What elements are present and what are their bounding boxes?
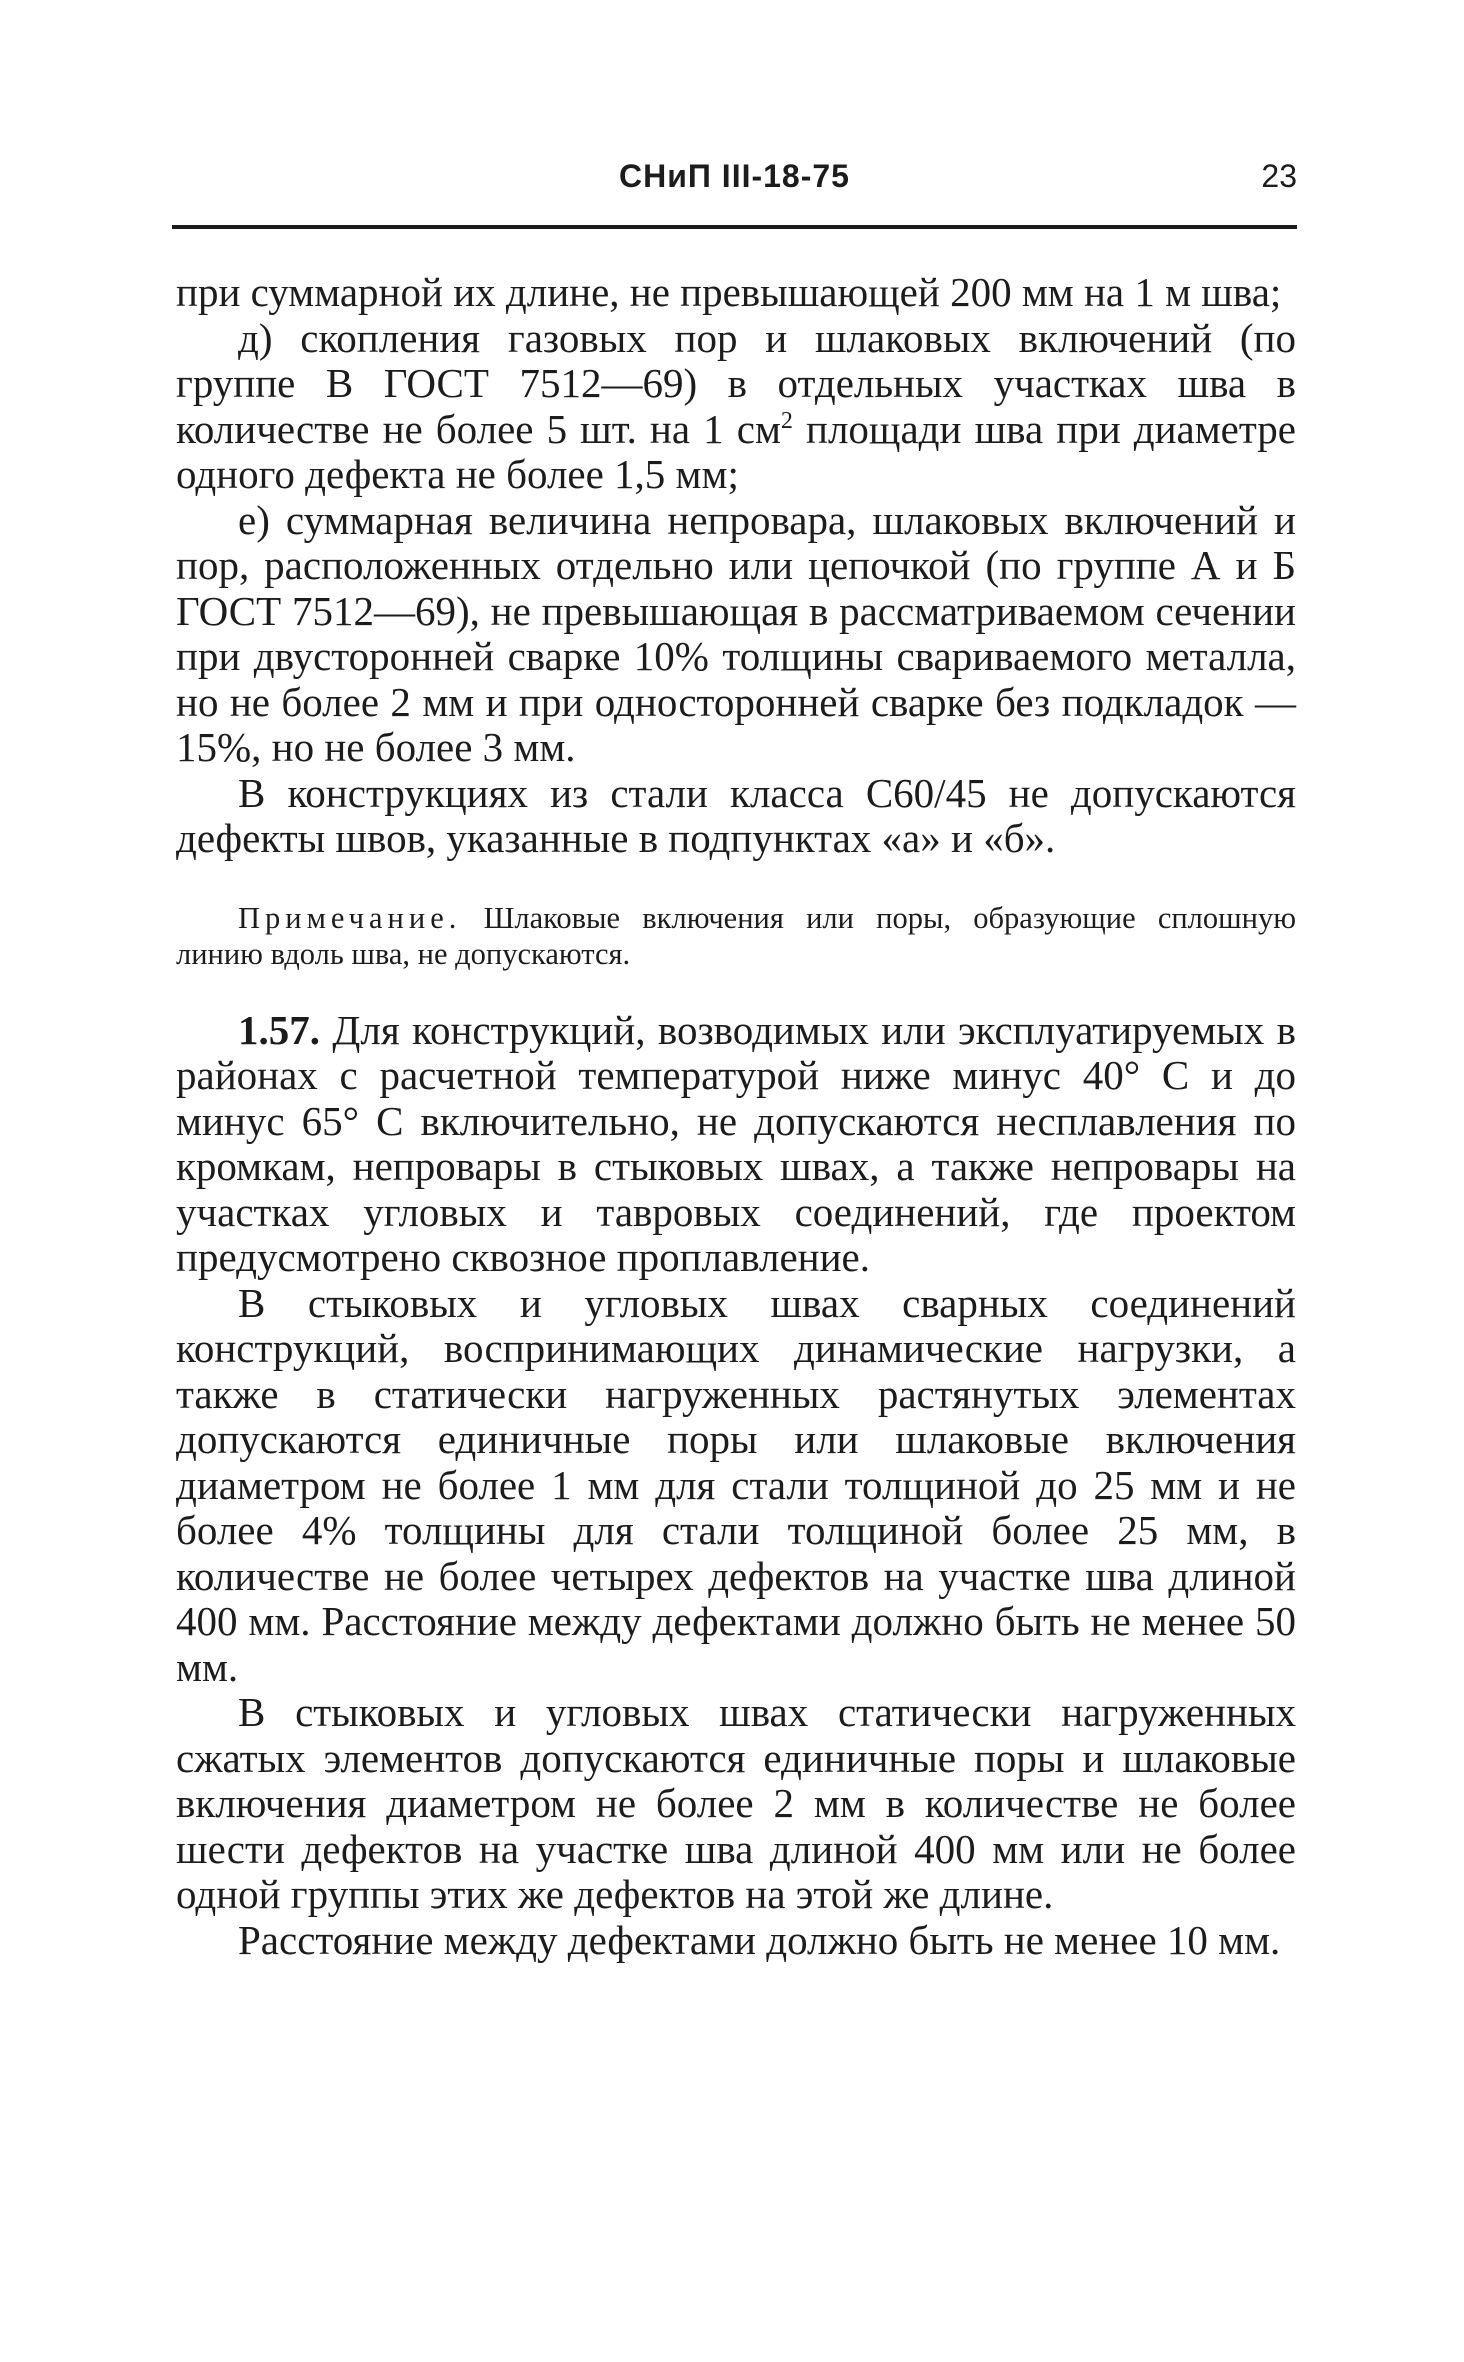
running-header [172,158,1297,204]
note-label: Примечание. [238,900,462,935]
body-text [176,270,1296,1963]
paragraph-distance: Расстояние между дефектами должно быть не менее 10 мм. [238,1916,1281,1963]
paragraph-item-d-text-2: площади шва при диаметре одного дефекта не более 1,5 мм; [176,405,1296,497]
clause-text: Для конструкций, возводимых или эксплуатируемых в районах с расчетной температурой ниже минус 40° С и до минус 65° С включительно, не допускаются несплавления по кромкам, непровары в стыковых швах, а также непровары на участках угловых и тавровых соединений, где проектом предусмотрено сквозное проплавление. [176,1006,1296,1280]
paragraph-1-57 [176,1008,1296,1281]
paragraph-continuation: при суммарной их длине, не превышающей 200 мм на 1 м шва; [176,269,1282,315]
paragraph-item-d-text-1: д) скопления газовых пор и шлаковых включений (по группе В ГОСТ 7512—69) в отдельных участках шва в количестве не более 5 шт. на 1 см [176,314,1296,452]
clause-number: 1.57. [238,1006,320,1053]
note [176,900,1296,972]
paragraph-compressed-elements: В стыковых и угловых швах статически нагруженных сжатых элементов допускаются единичные поры и шлаковые включения диаметром не более 2 мм в количестве не более шести дефектов на участке шва длиной 400 мм или не более одной группы этих же дефектов на этой же длине. [176,1689,1296,1917]
paragraph-item-e: е) суммарная величина непровара, шлаковых включений и пор, расположенных отдельно или цепочкой (по группе А и Б ГОСТ 7512—69), не превышающая в рассматриваемом сечении при двусторонней сварке 10% толщины свариваемого металла, но не более 2 мм и при односторонней сварке без подкладок — 15%, но не более 3 мм. [176,496,1296,770]
page-number: 23 [1261,158,1297,194]
note-text: Шлаковые включения или поры, образующие сплошную линию вдоль шва, не допускаются. [176,900,1296,971]
paragraph-dynamic-loads: В стыковых и угловых швах сварных соединений конструкций, воспринимающих динамические нагрузки, а также в статически нагруженных растянутых элементах допускаются единичные поры или шлаковые включения диаметром не более 1 мм для стали толщиной до 25 мм и не более 4% толщины для стали толщиной более 25 мм, в количестве не более четырех дефектов на участке шва длиной 400 мм. Расстояние между дефектами должно быть не менее 50 мм. [176,1279,1296,1690]
paragraph-item-d [176,316,1296,498]
header-rule [172,225,1297,229]
document-code: СНиП III-18-75 [619,158,850,194]
paragraph-steel-class: В конструкциях из стали класса С60/45 не допускаются дефекты швов, указанные в подпунктах «а» и «б». [176,769,1296,861]
superscript-2: 2 [780,407,793,434]
